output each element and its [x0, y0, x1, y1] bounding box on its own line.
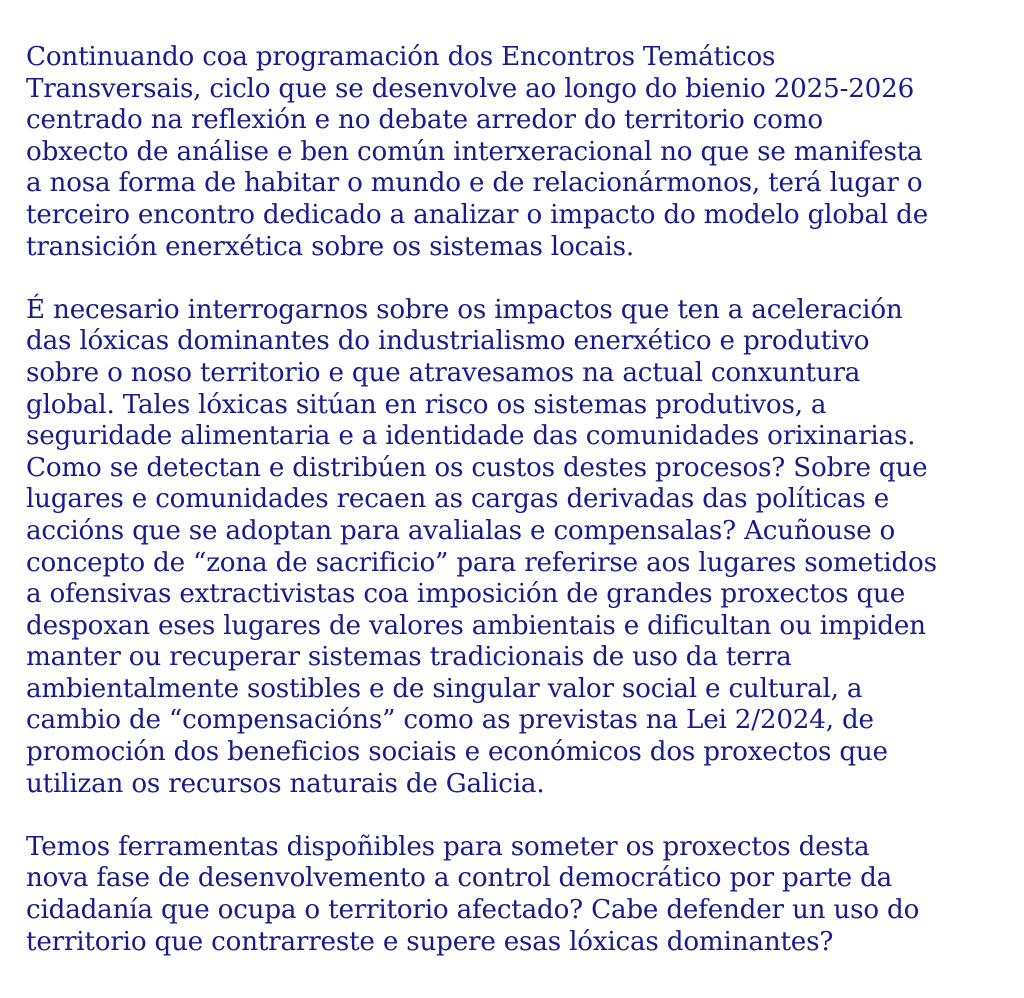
- text-line: utilizan os recursos naturais de Galicia.: [26, 768, 545, 799]
- text-line: sobre o noso territorio e que atravesamos na actual conxuntura: [26, 357, 861, 388]
- document-body: [26, 42, 1016, 958]
- text-line: Como se detectan e distribúen os custos destes procesos? Sobre que: [26, 452, 928, 483]
- text-line: Transversais, ciclo que se desenvolve ao longo do bienio 2025-2026: [26, 73, 915, 104]
- text-line: Continuando coa programación dos Encontros Temáticos: [26, 42, 776, 72]
- text-line: terceiro encontro dedicado a analizar o impacto do modelo global de: [26, 199, 929, 230]
- text-line: seguridade alimentaria e a identidade das comunidades orixinarias.: [26, 421, 916, 452]
- text-line: despoxan eses lugares de valores ambientais e dificultan ou impiden: [26, 610, 926, 641]
- text-line: É necesario interrogarnos sobre os impactos que ten a aceleración: [26, 294, 903, 325]
- text-line: transición enerxética sobre os sistemas locais.: [26, 231, 634, 262]
- text-line: centrado na reflexión e no debate arredor do territorio como: [26, 105, 823, 136]
- text-line: global. Tales lóxicas sitúan en risco os sistemas produtivos, a: [26, 389, 827, 420]
- text-line: a ofensivas extractivistas coa imposición de grandes proxectos que: [26, 579, 905, 610]
- text-line: das lóxicas dominantes do industrialismo enerxético e produtivo: [26, 326, 870, 357]
- text-line: cambio de “compensacións” como as previstas na Lei 2/2024, de: [26, 705, 874, 736]
- text-line: promoción dos beneficios sociais e económicos dos proxectos que: [26, 737, 888, 768]
- paragraph-spacer: [26, 800, 1016, 832]
- text-line: concepto de “zona de sacrificio” para referirse aos lugares sometidos: [26, 547, 937, 578]
- text-line: Temos ferramentas dispoñibles para someter os proxectos desta: [26, 831, 870, 862]
- paragraph-context: [26, 295, 1016, 801]
- paragraph-intro: [26, 42, 1016, 263]
- text-line: territorio que contrarreste e supere esas lóxicas dominantes?: [26, 926, 834, 957]
- text-line: manter ou recuperar sistemas tradicionais de uso da terra: [26, 642, 792, 673]
- paragraph-questions: [26, 832, 1016, 958]
- text-line: accións que se adoptan para avalialas e compensalas? Acuñouse o: [26, 515, 896, 546]
- text-line: lugares e comunidades recaen as cargas derivadas das políticas e: [26, 484, 890, 515]
- text-line: obxecto de análise e ben común interxeracional no que se manifesta: [26, 136, 923, 167]
- text-line: cidadanía que ocupa o territorio afectado? Cabe defender un uso do: [26, 895, 920, 926]
- paragraph-spacer: [26, 263, 1016, 295]
- text-line: a nosa forma de habitar o mundo e de relacionármonos, terá lugar o: [26, 168, 923, 199]
- text-line: ambientalmente sostibles e de singular valor social e cultural, a: [26, 673, 863, 704]
- text-line: nova fase de desenvolvemento a control democrático por parte da: [26, 863, 893, 894]
